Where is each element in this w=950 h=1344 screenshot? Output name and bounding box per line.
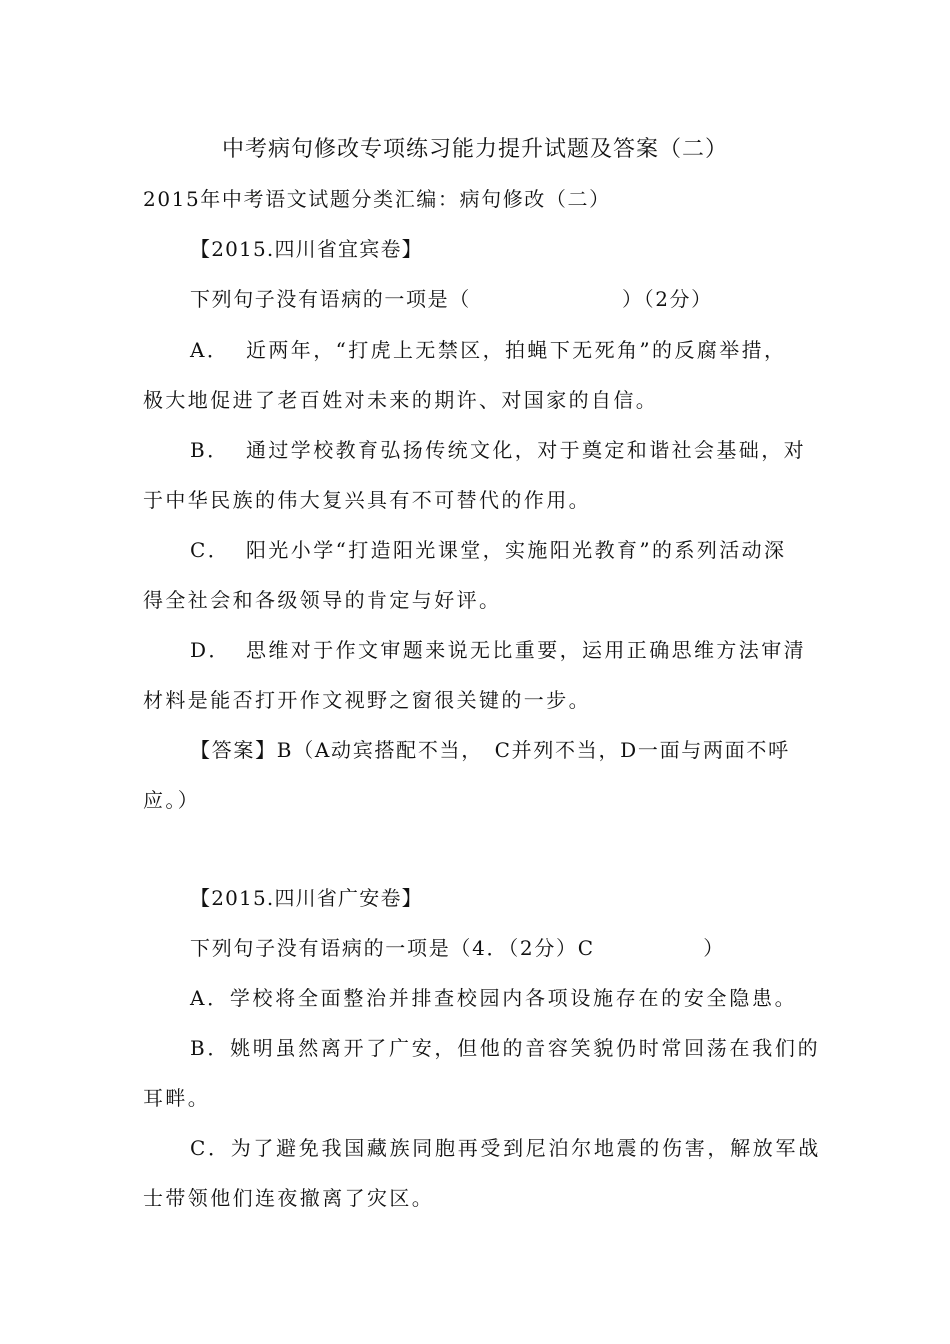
q1-option-a-text: 近两年，“打虎上无禁区，拍蝇下无死角”的反腐举措， — [246, 338, 787, 362]
q1-option-c-line2: 得全社会和各级领导的肯定与好评。 — [143, 588, 502, 612]
q1-option-c-text: 阳光小学“打造阳光课堂，实施阳光教育”的系列活动深 — [246, 538, 787, 562]
q2-stem: 下列句子没有语病的一项是（4．（2分）C ） — [190, 936, 725, 960]
q1-option-a-line1 — [190, 335, 786, 365]
q2-option-b-line2: 耳畔。 — [143, 1086, 211, 1110]
q1-answer-line1: 【答案】B（A动宾搭配不当， C并列不当，D一面与两面不呼 — [190, 738, 790, 762]
q1-option-a-letter: A． — [190, 338, 230, 362]
q1-option-b-line1 — [190, 435, 806, 465]
q1-source: 【2015.四川省宜宾卷】 — [190, 237, 423, 261]
document-title: 中考病句修改专项练习能力提升试题及答案（二） — [221, 137, 728, 162]
q1-option-d-line2: 材料是能否打开作文视野之窗很关键的一步。 — [143, 688, 591, 712]
q2-option-c-line2: 士带领他们连夜撤离了灾区。 — [143, 1186, 435, 1210]
q1-option-b-line2: 于中华民族的伟大复兴具有不可替代的作用。 — [143, 488, 591, 512]
q1-answer-line2: 应。） — [143, 788, 201, 812]
q1-option-c-line1 — [190, 535, 786, 565]
q2-option-c-line1: C．为了避免我国藏族同胞再受到尼泊尔地震的伤害，解放军战 — [190, 1136, 821, 1160]
q1-stem: 下列句子没有语病的一项是（ ）（2分） — [190, 287, 713, 311]
q1-option-d-letter: D． — [190, 638, 231, 662]
q1-option-c-letter: C． — [190, 538, 231, 562]
document-subtitle: 2015年中考语文试题分类汇编：病句修改（二） — [143, 187, 611, 211]
q2-option-a: A．学校将全面整治并排查校园内各项设施存在的安全隐患。 — [190, 986, 798, 1010]
q2-source: 【2015.四川省广安卷】 — [190, 886, 423, 910]
q1-option-b-text: 通过学校教育弘扬传统文化，对于奠定和谐社会基础，对 — [246, 438, 806, 462]
q1-option-d-text: 思维对于作文审题来说无比重要，运用正确思维方法审清 — [246, 638, 806, 662]
q1-option-a-line2: 极大地促进了老百姓对未来的期许、对国家的自信。 — [143, 388, 659, 412]
q2-option-b-line1: B．姚明虽然离开了广安，但他的音容笑貌仍时常回荡在我们的 — [190, 1036, 821, 1060]
q1-option-b-letter: B． — [190, 438, 230, 462]
q1-option-d-line1 — [190, 635, 806, 665]
